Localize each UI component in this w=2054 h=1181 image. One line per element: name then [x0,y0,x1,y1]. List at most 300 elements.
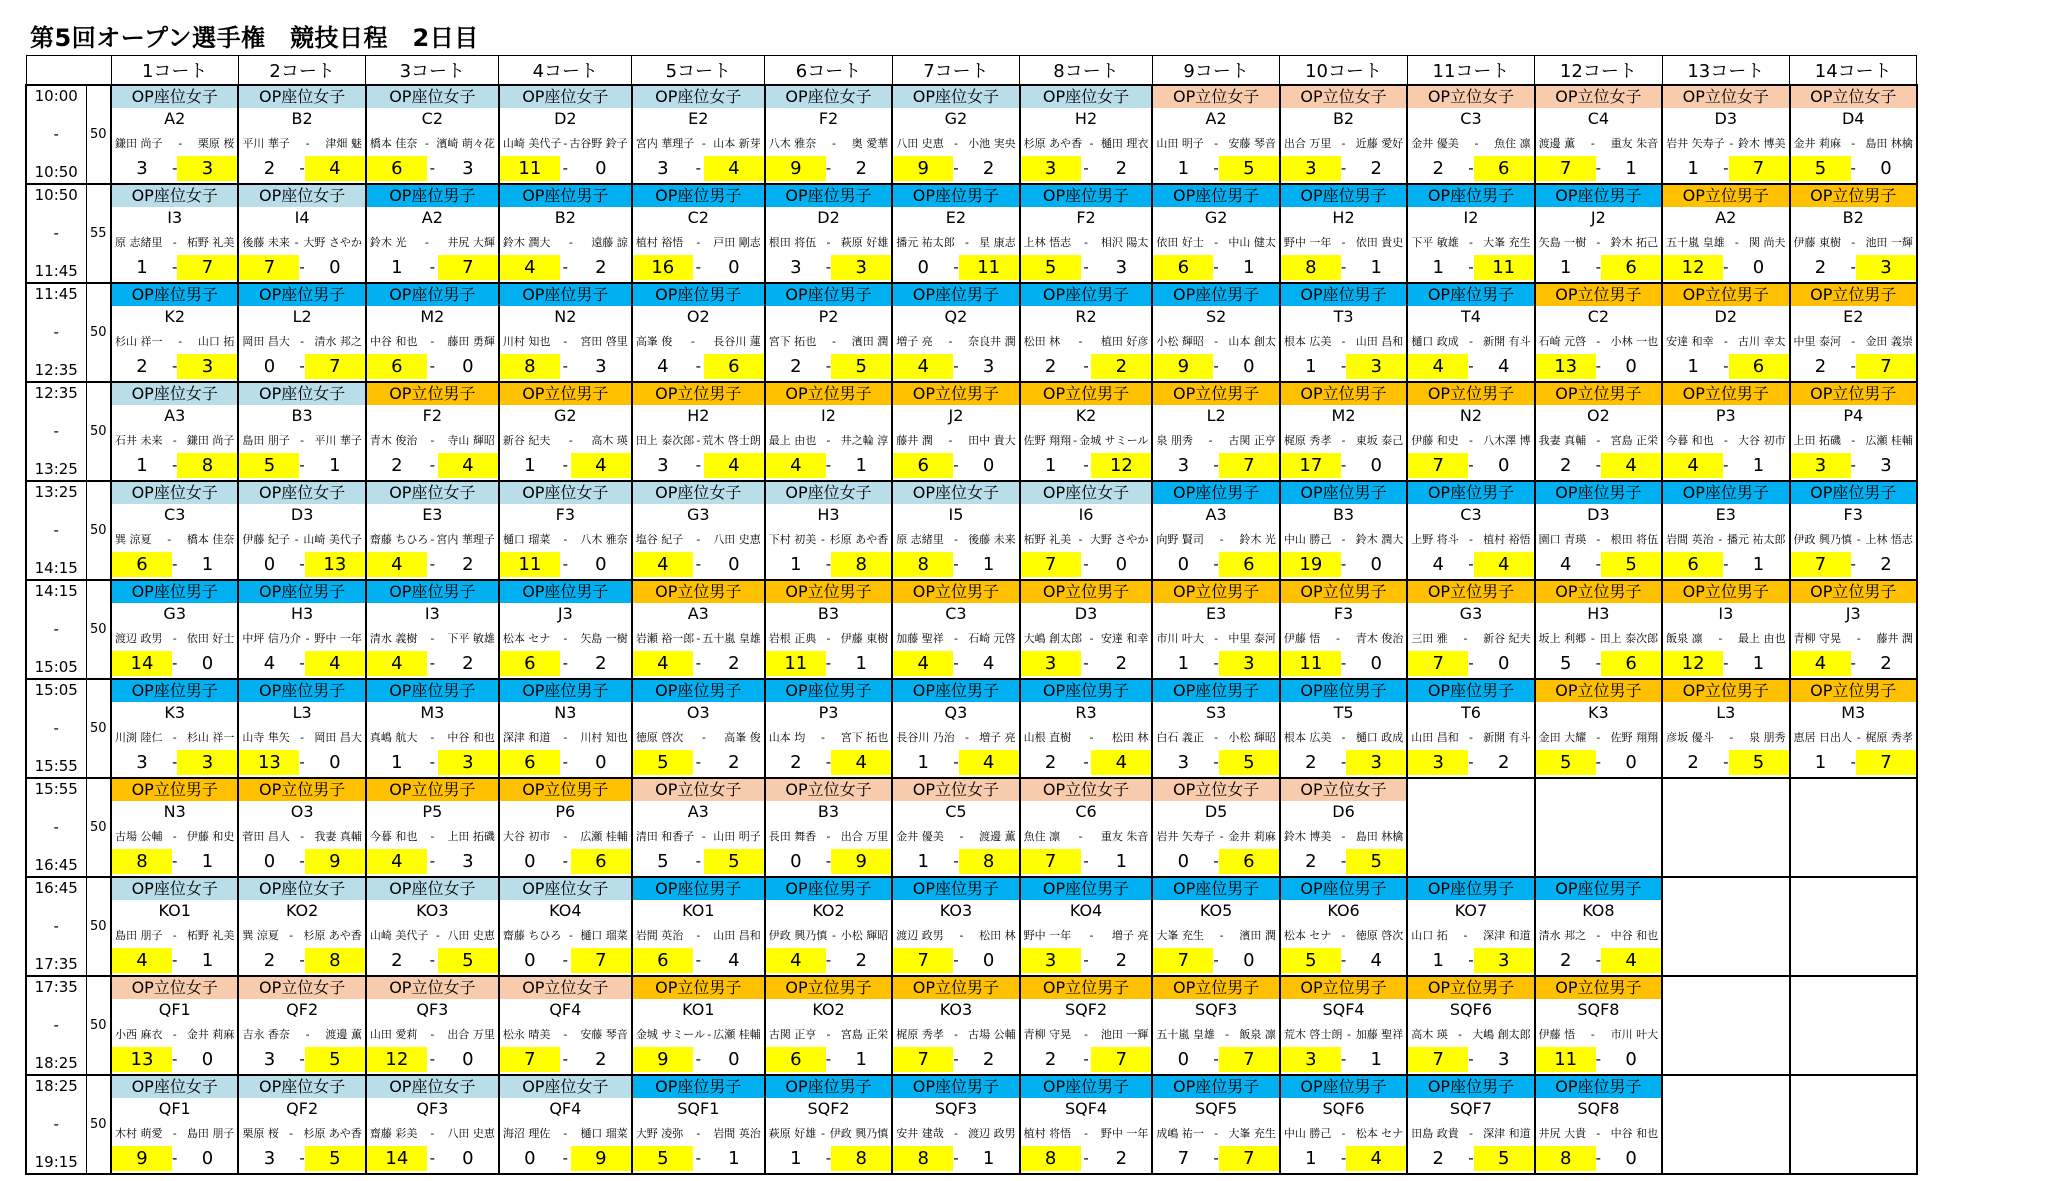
player-1: 清水 義樹 [369,632,418,645]
player-1: 海沼 理佐 [502,1127,551,1140]
player-2: 宮内 華理子 [436,533,495,546]
score-separator: - [1595,753,1602,771]
match-cell [1020,580,1153,679]
score-1: 6 [893,453,953,478]
score-2: 3 [1474,948,1534,973]
match-cell [1407,382,1534,481]
score-1: 6 [500,750,560,775]
player-1: 園口 青瑛 [1538,533,1587,546]
score-2: 2 [982,158,995,179]
score-2: 0 [1497,455,1510,476]
player-1: 坂上 利郷 [1538,632,1587,645]
match-cell [1790,679,1917,778]
match [1021,779,1152,876]
score [633,156,764,181]
player-1: 八木 雅奈 [768,137,817,150]
score-2: 7 [571,948,631,973]
player-1: 樋口 瑠菜 [502,533,551,546]
match-cell [892,877,1019,976]
player-1: 山本 均 [768,731,806,744]
player-2: 田上 泰次郎 [1599,632,1659,645]
match [1408,482,1533,579]
score-1: 7 [1021,552,1081,577]
player-1: 橋本 佳奈 [369,137,418,150]
match-cell [632,877,765,976]
player-2: 佐野 翔翔 [1610,731,1659,744]
score-separator: - [1595,1149,1602,1167]
match-code: P2 [818,307,839,326]
match [893,86,1018,183]
score [1408,948,1533,973]
players [112,823,237,849]
vs-separator: - [563,631,568,645]
match [1536,284,1661,381]
event-label: OP立位女子 [1536,86,1661,108]
score-2: 11 [959,255,1019,280]
score-2: 4 [959,750,1019,775]
players [500,724,631,750]
score [1791,255,1916,280]
players [367,130,498,156]
players [893,526,1018,552]
event-label: OP座位女子 [500,482,631,504]
duration-minutes: 50 [86,382,111,481]
match [1408,284,1533,381]
score-separator: - [1468,258,1474,276]
score [1281,255,1406,280]
score-1: 3 [1281,1047,1341,1072]
match [112,284,237,381]
player-2: 岩間 英治 [713,1127,761,1140]
score [1663,156,1788,181]
match-code: B2 [1332,109,1355,128]
match-cell [1280,382,1407,481]
match [500,1076,631,1173]
score-separator: - [1340,852,1347,870]
player-2: 関 尚夫 [1749,236,1786,249]
match-cell [892,1075,1019,1174]
vs-separator: - [430,1027,435,1041]
match [893,284,1018,381]
event-label: OP座位男子 [1021,284,1152,306]
player-1: 杉原 あや香 [1023,137,1083,150]
player-2: 根田 将伍 [1610,533,1659,546]
match-code: G3 [687,505,710,524]
match-cell [111,481,238,580]
player-2: 安藤 琴音 [1228,137,1276,150]
vs-separator: - [1474,136,1479,150]
score-separator: - [1468,951,1474,969]
end-time: 14:15 [34,559,78,577]
player-1: 山根 直樹 [1023,731,1072,744]
player-2: 渡辺 政男 [968,1127,1016,1140]
score-2: 1 [1243,257,1255,278]
event-label: OP立位男子 [1791,581,1916,603]
start-time: 13:25 [34,483,78,501]
score-1: 4 [766,948,826,973]
event-label: OP座位女子 [239,878,364,900]
player-1: 山崎 美代子 [502,137,562,150]
score [112,552,237,577]
match-cell [366,382,499,481]
score [1536,552,1661,577]
score-2: 4 [571,453,631,478]
score-separator: - [1340,654,1347,672]
score-2: 4 [305,651,365,676]
players [500,130,631,156]
time-separator: - [53,719,59,737]
player-2: 出合 万里 [840,830,889,843]
score-2: 7 [177,255,237,280]
vs-separator: - [1590,136,1595,150]
score [112,651,237,676]
player-2: 鈴木 拓己 [1610,236,1659,249]
event-label: OP座位男子 [766,284,891,306]
vs-separator: - [696,1126,701,1140]
player-1: 高峯 俊 [635,335,673,348]
match-cell [1152,184,1279,283]
vs-separator: - [430,730,435,744]
player-1: 小松 輝昭 [1156,335,1204,348]
match-cell [238,877,365,976]
event-label: OP立位男子 [633,581,764,603]
match-cell [1407,679,1534,778]
event-label: OP座位女子 [112,185,237,207]
score-1: 1 [391,752,403,773]
score-1: 12 [367,1047,427,1072]
score [500,1047,631,1072]
match-cell [765,778,892,877]
score-2: 4 [982,653,995,674]
match-cell [111,283,238,382]
score [500,453,631,478]
event-label: OP座位女子 [893,482,1018,504]
vs-separator: - [1336,631,1341,645]
score-separator: - [1213,357,1219,375]
match-code: N2 [554,307,577,326]
match-cell [1662,481,1789,580]
event-label: OP立位男子 [893,383,1018,405]
match-code: SQF5 [1195,1099,1238,1118]
score-2: 0 [462,356,474,377]
player-2: 加藤 聖祥 [1355,1028,1404,1041]
score-2: 4 [728,950,740,971]
match-code: SQF3 [1195,1000,1238,1019]
player-2: 大谷 初市 [1738,434,1786,447]
score [1663,255,1788,280]
match-code: KO3 [416,901,449,920]
score [1536,156,1661,181]
match-code: S2 [1205,307,1227,326]
score [893,750,1018,775]
match-code: E3 [1715,505,1736,524]
player-2: 樋口 瑠菜 [580,1127,628,1140]
score-1: 2 [1559,950,1572,971]
event-label: OP立位男子 [367,779,498,801]
score-separator: - [953,258,959,276]
player-1: 岩間 英治 [1666,533,1714,546]
score-separator: - [825,357,832,375]
vs-separator: - [1214,1126,1219,1140]
vs-separator: - [300,829,305,843]
event-label: OP立位男子 [1663,680,1788,702]
score [1281,453,1406,478]
vs-separator: - [1341,730,1346,744]
start-time: 18:25 [34,1077,78,1095]
duration-minutes: 50 [86,283,111,382]
score-2: 5 [1474,1146,1534,1171]
vs-separator: - [563,532,568,546]
players [112,1120,237,1146]
player-2: 東坂 泰己 [1355,434,1404,447]
players [1408,1120,1533,1146]
match-code: M3 [420,703,445,722]
match-cell [1020,85,1153,184]
player-1: 青柳 守晃 [1793,632,1842,645]
vs-separator: - [1341,334,1346,348]
score [1791,552,1916,577]
match [1021,284,1152,381]
vs-separator: - [953,532,958,546]
match-code: D2 [817,208,840,227]
match-cell [1535,184,1662,283]
start-time: 15:05 [34,681,78,699]
event-label: OP立位男子 [766,383,891,405]
players [1153,823,1278,849]
vs-separator: - [1089,631,1094,645]
empty-cell [1790,778,1917,877]
event-label: OP座位男子 [766,680,891,702]
event-label: OP立位女子 [766,779,891,801]
player-2: 杉原 あや香 [303,929,362,942]
event-label: OP座位男子 [893,680,1018,702]
score-1: 0 [1177,851,1190,872]
player-2: 石崎 元啓 [968,632,1016,645]
player-1: 中山 勝己 [1283,533,1332,546]
score-separator: - [825,753,832,771]
match [893,680,1018,777]
player-1: 長田 舞香 [768,830,817,843]
match-code: E3 [1205,604,1227,623]
event-label: OP座位男子 [633,284,764,306]
score [367,651,498,676]
players [1021,130,1152,156]
score [1791,156,1916,181]
vs-separator: - [1468,334,1473,348]
event-label: OP座位男子 [1153,185,1278,207]
players [893,1021,1018,1047]
match [239,680,364,777]
player-2: 藤田 勇輝 [447,335,495,348]
score-separator: - [299,357,305,375]
match [1153,779,1278,876]
score-separator: - [429,1050,436,1068]
players [633,823,764,849]
players [239,526,364,552]
vs-separator: - [953,136,958,150]
event-label: OP座位女子 [893,86,1018,108]
score [367,453,498,478]
player-2: 高峯 俊 [724,731,761,744]
end-time: 12:35 [34,361,78,379]
event-label: OP立位男子 [1536,680,1661,702]
match-cell [1280,877,1407,976]
match [367,86,498,183]
vs-separator: - [1214,631,1219,645]
event-label: OP座位女子 [239,482,364,504]
score-2: 1 [1752,455,1765,476]
match-cell [366,580,499,679]
match-cell [1152,976,1279,1075]
match-cell [765,85,892,184]
score-1: 0 [524,851,536,872]
score-1: 0 [917,257,929,278]
score [1021,948,1152,973]
match-cell [366,778,499,877]
vs-separator: - [1596,1126,1601,1140]
vs-separator: - [953,1027,958,1041]
score-1: 6 [766,1047,826,1072]
player-1: 下村 初美 [768,533,817,546]
score-1: 1 [391,257,403,278]
match-cell [765,382,892,481]
player-1: 増子 亮 [896,335,933,348]
match-cell [892,679,1019,778]
score-separator: - [1340,456,1347,474]
score-separator: - [1083,357,1089,375]
match-code: C6 [1075,802,1097,821]
event-label: OP立位男子 [1536,581,1661,603]
time-range [27,1076,86,1173]
match-cell [892,382,1019,481]
match-code: KO2 [812,1000,845,1019]
player-2: 相沢 陽太 [1100,236,1149,249]
match-cell [111,976,238,1075]
event-label: OP立位男子 [1408,383,1533,405]
match-cell [1535,1075,1662,1174]
match-code: A2 [1205,109,1227,128]
players [239,328,364,354]
match-cell [765,1075,892,1174]
event-label: OP座位女子 [766,86,891,108]
player-1: 出合 万里 [1283,137,1332,150]
score-2: 1 [1115,851,1128,872]
match-cell [632,976,765,1075]
score-1: 2 [1305,752,1317,773]
players [1536,1120,1661,1146]
score-1: 3 [1021,948,1081,973]
players [1791,130,1916,156]
player-1: 鈴木 博美 [1283,830,1332,843]
score-2: 0 [728,554,740,575]
score-1: 6 [367,354,427,379]
score-separator: - [1340,753,1347,771]
match-code: Q2 [944,307,968,326]
player-2: 松本 セナ [1355,1127,1404,1140]
time-cell [26,679,86,778]
score [367,552,498,577]
score-2: 2 [982,1049,995,1070]
score-separator: - [1213,555,1219,573]
players [1408,229,1533,255]
vs-separator: - [1078,829,1083,843]
match-cell [632,85,765,184]
vs-separator: - [289,1126,294,1140]
match-cell [1152,778,1279,877]
match-cell [1152,382,1279,481]
match-cell [1662,382,1789,481]
match-code: I3 [167,208,183,227]
match-cell [632,184,765,283]
score-2: 0 [1243,356,1255,377]
score [1021,255,1152,280]
player-2: 深津 和道 [1483,929,1531,942]
score-2: 5 [1729,750,1789,775]
player-2: 山口 拓 [197,335,235,348]
players [239,130,364,156]
score-2: 3 [1346,354,1406,379]
score-2: 2 [1497,752,1510,773]
score-2: 1 [201,851,214,872]
match-code: F2 [818,109,839,128]
match-cell [499,283,632,382]
score [112,156,237,181]
vs-separator: - [1463,631,1468,645]
player-2: 渡邊 薫 [325,1028,362,1041]
match-code: KO3 [939,901,973,920]
score-2: 7 [1219,1047,1279,1072]
players [1408,328,1533,354]
score-2: 6 [1219,552,1279,577]
player-2: 中谷 和也 [447,731,495,744]
event-label: OP座位男子 [1021,185,1152,207]
score [1663,750,1788,775]
player-1: 中坪 信乃介 [242,632,301,645]
score-2: 0 [462,1148,474,1169]
time-range [27,383,86,480]
vs-separator: - [826,433,831,447]
event-label: OP座位男子 [1281,1076,1406,1098]
players [1536,328,1661,354]
player-1: 藤井 潤 [896,434,933,447]
match [1408,977,1533,1074]
player-1: 金井 優美 [896,830,944,843]
vs-separator: - [832,136,836,150]
score-1: 1 [917,851,929,872]
score [893,453,1018,478]
score [239,1047,364,1072]
score-separator: - [172,1149,178,1167]
player-2: 梶原 秀孝 [1865,731,1913,744]
score-1: 9 [633,1047,693,1072]
event-label: OP座位男子 [1408,878,1533,900]
players [112,922,237,948]
match-cell [892,184,1019,283]
score [766,651,891,676]
player-2: 中山 健太 [1228,236,1276,249]
match-code: B3 [1332,505,1355,524]
match [1153,284,1278,381]
score-separator: - [1850,159,1856,177]
score [1791,750,1916,775]
match-cell [499,877,632,976]
match-code: QF2 [286,1099,319,1118]
players [766,1120,891,1146]
match [367,581,498,678]
match [1021,1076,1152,1173]
players [1021,823,1152,849]
event-label: OP座位女子 [239,86,364,108]
